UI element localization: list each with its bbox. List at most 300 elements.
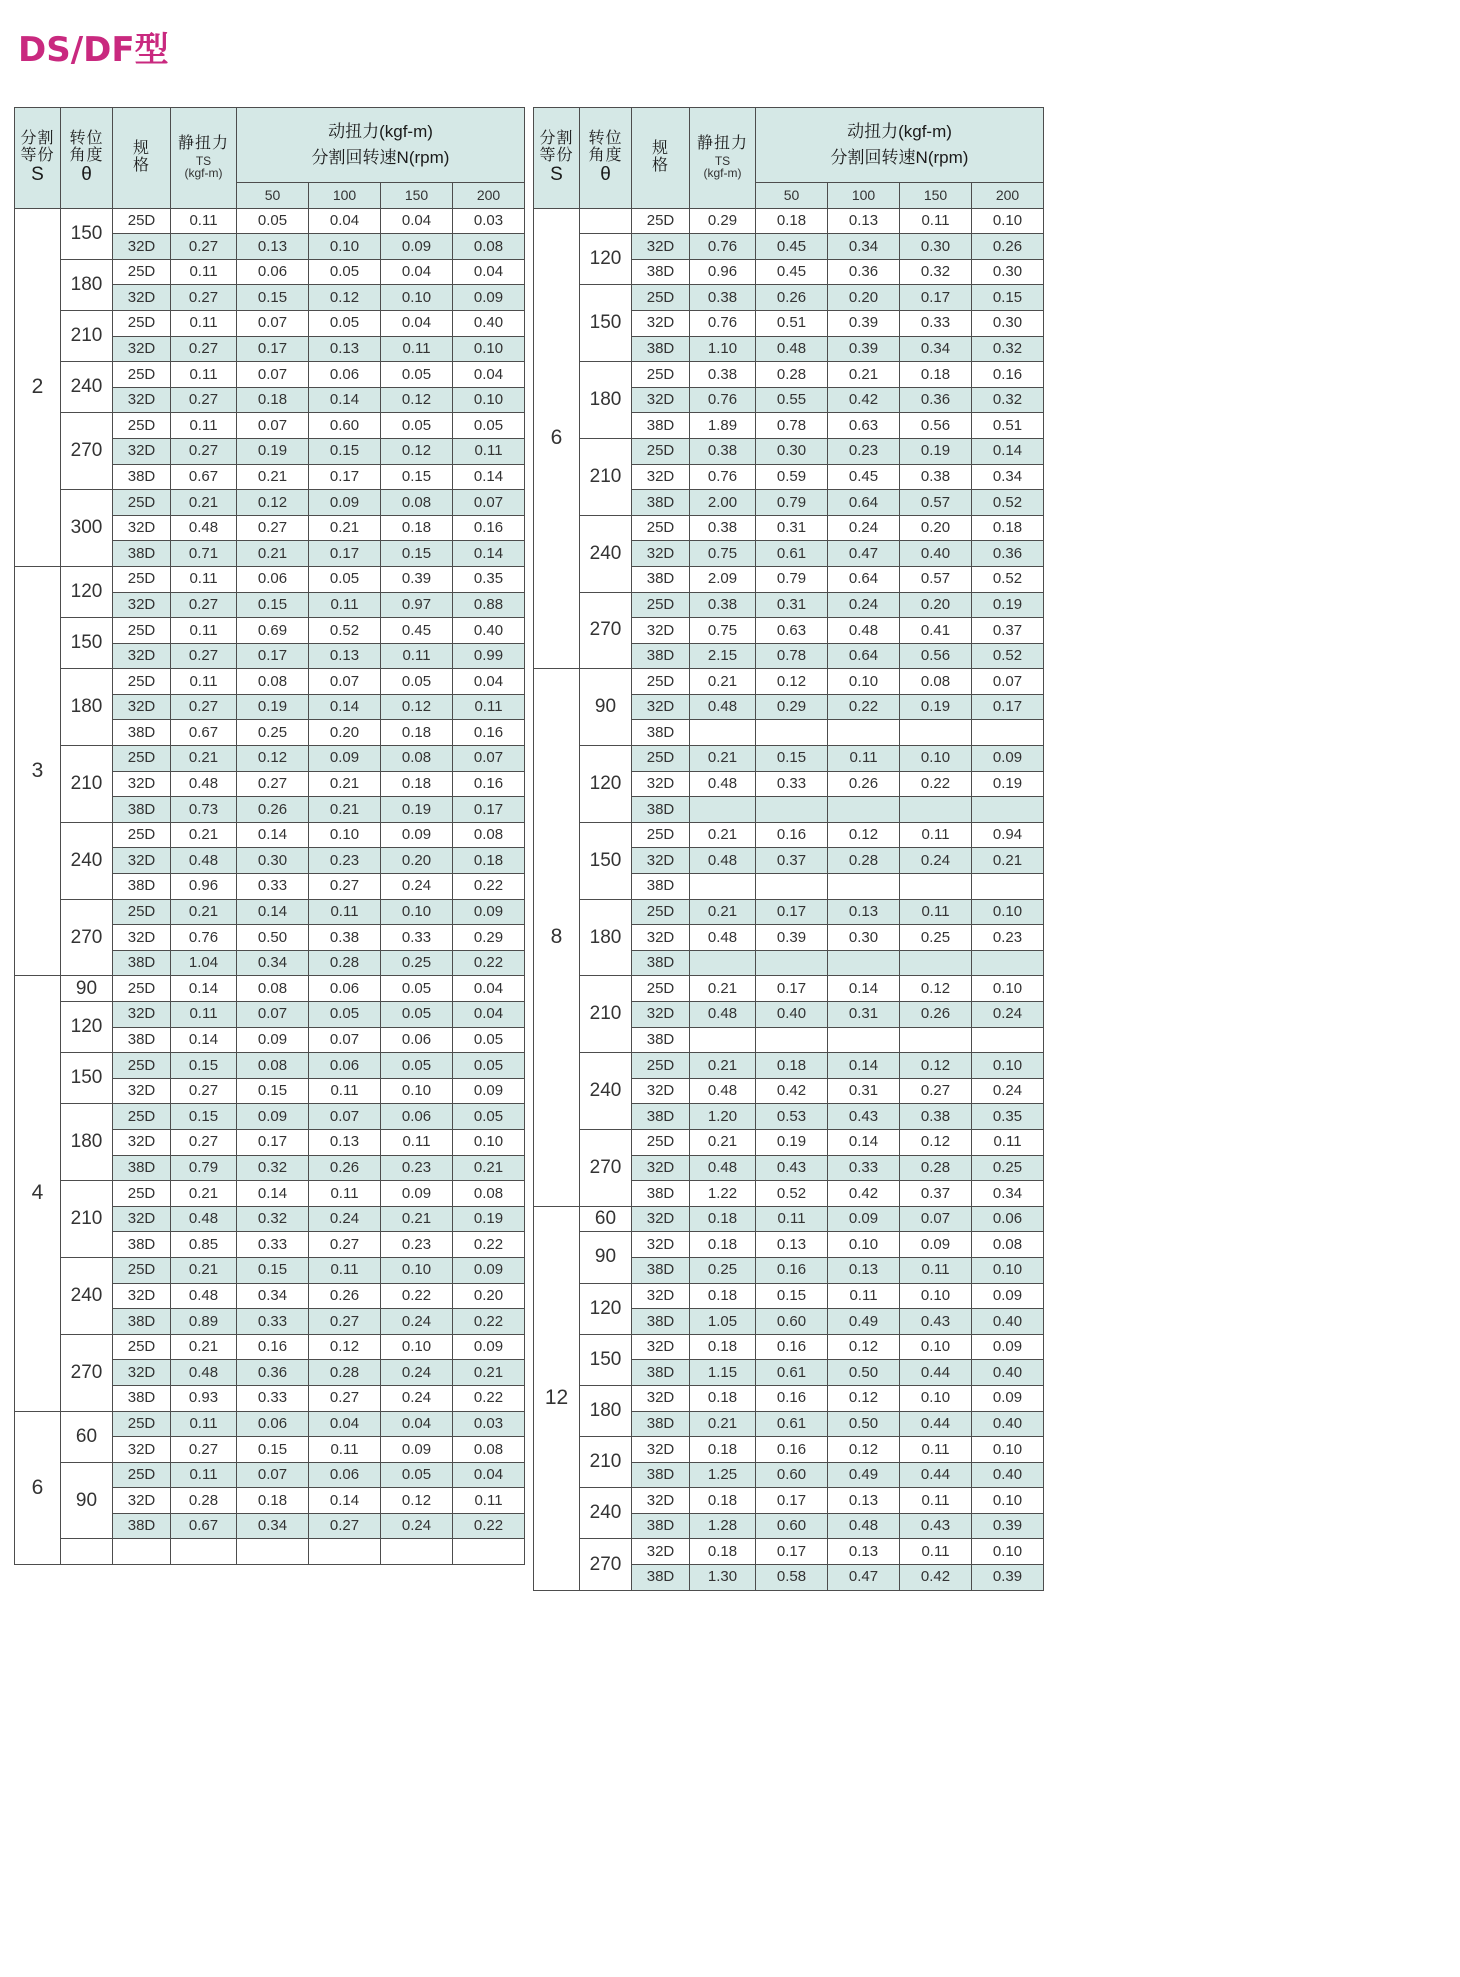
cell-spec: 25D xyxy=(113,976,171,1002)
cell-spec: 38D xyxy=(632,1565,690,1591)
cell-spec: 38D xyxy=(632,874,690,900)
cell-spec: 32D xyxy=(632,618,690,644)
header-spec: 规 格 xyxy=(632,108,690,209)
cell-dynamic-torque-100: 0.21 xyxy=(309,771,381,797)
group-index-angle: 210 xyxy=(580,438,632,515)
cell-dynamic-torque-50: 0.30 xyxy=(237,848,309,874)
cell-dynamic-torque-100: 0.38 xyxy=(309,925,381,951)
cell-dynamic-torque-100: 0.64 xyxy=(828,490,900,516)
cell-dynamic-torque-200: 0.17 xyxy=(453,797,525,823)
cell-dynamic-torque-100: 0.11 xyxy=(309,1181,381,1207)
cell-dynamic-torque-50: 0.28 xyxy=(756,362,828,388)
cell-spec: 25D xyxy=(113,899,171,925)
cell-static-torque: 0.18 xyxy=(690,1206,756,1232)
cell-static-torque: 0.21 xyxy=(171,490,237,516)
cell-dynamic-torque-200: 0.52 xyxy=(972,490,1044,516)
cell-spec: 25D xyxy=(113,208,171,234)
cell-dynamic-torque-50: 0.08 xyxy=(237,1053,309,1079)
cell-dynamic-torque-150: 0.11 xyxy=(900,1437,972,1463)
cell-dynamic-torque-200: 0.25 xyxy=(972,1155,1044,1181)
cell-dynamic-torque-200: 0.07 xyxy=(453,746,525,772)
cell-dynamic-torque-50: 0.34 xyxy=(237,950,309,976)
cell-dynamic-torque-50: 0.53 xyxy=(756,1104,828,1130)
group-index-angle: 90 xyxy=(61,976,113,1002)
left-spec-table xyxy=(14,107,525,1591)
cell-dynamic-torque-150: 0.11 xyxy=(381,336,453,362)
cell-spec: 38D xyxy=(632,1360,690,1386)
cell-dynamic-torque-50: 0.16 xyxy=(756,1334,828,1360)
cell-static-torque: 0.93 xyxy=(171,1385,237,1411)
cell-dynamic-torque-100: 0.23 xyxy=(828,438,900,464)
cell-dynamic-torque-200: 0.21 xyxy=(453,1155,525,1181)
cell-dynamic-torque-50: 0.12 xyxy=(237,490,309,516)
cell-dynamic-torque-150: 0.25 xyxy=(900,925,972,951)
cell-static-torque: 0.38 xyxy=(690,438,756,464)
cell-spec: 32D xyxy=(113,387,171,413)
cell-dynamic-torque-150: 0.45 xyxy=(381,618,453,644)
cell-dynamic-torque-100: 0.28 xyxy=(828,848,900,874)
cell-spec: 38D xyxy=(632,259,690,285)
cell-dynamic-torque-50: 0.30 xyxy=(756,438,828,464)
cell-spec: 32D xyxy=(113,285,171,311)
cell-spec: 32D xyxy=(632,234,690,260)
cell-spec: 38D xyxy=(113,720,171,746)
cell-dynamic-torque-100: 0.21 xyxy=(309,797,381,823)
cell-dynamic-torque-100: 0.30 xyxy=(828,925,900,951)
cell-dynamic-torque-50: 0.13 xyxy=(237,234,309,260)
cell-static-torque: 0.79 xyxy=(171,1155,237,1181)
cell-static-torque: 0.48 xyxy=(171,848,237,874)
cell-static-torque: 0.21 xyxy=(690,899,756,925)
table-row xyxy=(534,976,1044,1002)
cell-spec: 32D xyxy=(113,1002,171,1028)
cell-dynamic-torque-50: 0.31 xyxy=(756,592,828,618)
cell-dynamic-torque-200: 0.18 xyxy=(453,848,525,874)
cell-spec: 38D xyxy=(113,874,171,900)
cell-dynamic-torque-50: 0.12 xyxy=(237,746,309,772)
cell-spec: 38D xyxy=(113,1027,171,1053)
cell-spec: 32D xyxy=(632,1283,690,1309)
cell-dynamic-torque-50: 0.36 xyxy=(237,1360,309,1386)
cell-dynamic-torque-50: 0.09 xyxy=(237,1027,309,1053)
cell-dynamic-torque-50: 0.33 xyxy=(237,1232,309,1258)
cell-dynamic-torque-200: 0.08 xyxy=(453,1181,525,1207)
cell-dynamic-torque-200: 0.19 xyxy=(453,1206,525,1232)
group-index-angle: 210 xyxy=(61,310,113,361)
cell-dynamic-torque-200: 0.40 xyxy=(972,1360,1044,1386)
cell-dynamic-torque-50: 0.55 xyxy=(756,387,828,413)
cell-dynamic-torque-100: 0.06 xyxy=(309,1053,381,1079)
cell-dynamic-torque-100: 0.09 xyxy=(828,1206,900,1232)
cell-spec: 25D xyxy=(632,515,690,541)
cell-dynamic-torque-200: 0.88 xyxy=(453,592,525,618)
group-index-angle: 150 xyxy=(61,208,113,259)
cell-dynamic-torque-50: 0.07 xyxy=(237,1462,309,1488)
cell-dynamic-torque-200: 0.03 xyxy=(453,1411,525,1437)
cell-dynamic-torque-150: 0.09 xyxy=(381,234,453,260)
cell-dynamic-torque-100: 0.15 xyxy=(309,438,381,464)
cell-dynamic-torque-50: 0.61 xyxy=(756,541,828,567)
cell-static-torque: 0.11 xyxy=(171,259,237,285)
cell-dynamic-torque-150: 0.10 xyxy=(381,285,453,311)
cell-dynamic-torque-100: 0.07 xyxy=(309,1027,381,1053)
cell-dynamic-torque-200: 0.21 xyxy=(453,1360,525,1386)
table-row xyxy=(15,413,525,439)
cell-dynamic-torque-200: 0.30 xyxy=(972,310,1044,336)
cell-dynamic-torque-50: 0.58 xyxy=(756,1565,828,1591)
cell-dynamic-torque-200: 0.05 xyxy=(453,1053,525,1079)
cell-dynamic-torque-100: 0.10 xyxy=(828,1232,900,1258)
group-index-angle: 180 xyxy=(61,1104,113,1181)
cell-dynamic-torque-150: 0.05 xyxy=(381,362,453,388)
cell-dynamic-torque-100: 0.24 xyxy=(828,515,900,541)
cell-dynamic-torque-150: 0.05 xyxy=(381,669,453,695)
cell-dynamic-torque-200: 0.20 xyxy=(453,1283,525,1309)
cell-dynamic-torque-50 xyxy=(756,950,828,976)
cell-dynamic-torque-50: 0.16 xyxy=(237,1334,309,1360)
cell-dynamic-torque-50: 0.07 xyxy=(237,1002,309,1028)
table-row xyxy=(15,259,525,285)
cell-dynamic-torque-100: 0.10 xyxy=(828,669,900,695)
cell-dynamic-torque-100: 0.27 xyxy=(309,1385,381,1411)
cell-static-torque: 0.11 xyxy=(171,1411,237,1437)
table-row xyxy=(534,234,1044,260)
cell-dynamic-torque-150: 0.11 xyxy=(381,1129,453,1155)
cell-dynamic-torque-50: 0.06 xyxy=(237,259,309,285)
cell-dynamic-torque-100: 0.13 xyxy=(828,208,900,234)
cell-dynamic-torque-50: 0.45 xyxy=(756,234,828,260)
cell-spec: 25D xyxy=(632,669,690,695)
cell-dynamic-torque-200: 0.04 xyxy=(453,669,525,695)
group-index-angle: 270 xyxy=(61,1334,113,1411)
table-row xyxy=(534,1334,1044,1360)
cell-spec: 25D xyxy=(632,899,690,925)
cell-dynamic-torque-150: 0.08 xyxy=(381,746,453,772)
header-rpm-50: 50 xyxy=(756,183,828,209)
cell-dynamic-torque-200: 0.04 xyxy=(453,1462,525,1488)
cell-dynamic-torque-150: 0.10 xyxy=(900,1283,972,1309)
cell-dynamic-torque-50: 0.34 xyxy=(237,1513,309,1539)
cell-static-torque: 0.48 xyxy=(171,1206,237,1232)
cell-spec: 32D xyxy=(113,1129,171,1155)
cell-dynamic-torque-50: 0.31 xyxy=(756,515,828,541)
cell-static-torque: 1.28 xyxy=(690,1513,756,1539)
header-spec: 规 格 xyxy=(113,108,171,209)
cell-spec: 32D xyxy=(632,1155,690,1181)
cell-dynamic-torque-50: 0.37 xyxy=(756,848,828,874)
cell-dynamic-torque-50: 0.15 xyxy=(756,746,828,772)
cell-static-torque: 0.29 xyxy=(690,208,756,234)
cell-dynamic-torque-200: 0.16 xyxy=(453,720,525,746)
cell-static-torque: 0.48 xyxy=(690,694,756,720)
cell-dynamic-torque-100: 0.05 xyxy=(309,1002,381,1028)
cell-spec: 25D xyxy=(632,592,690,618)
cell-dynamic-torque-50: 0.52 xyxy=(756,1181,828,1207)
group-index-angle: 240 xyxy=(580,515,632,592)
cell-dynamic-torque-200: 0.40 xyxy=(972,1309,1044,1335)
cell-dynamic-torque-100: 0.06 xyxy=(309,362,381,388)
cell-static-torque xyxy=(690,874,756,900)
cell-spec: 25D xyxy=(632,822,690,848)
cell-dynamic-torque-150: 0.43 xyxy=(900,1309,972,1335)
cell-dynamic-torque-150: 0.38 xyxy=(900,1104,972,1130)
cell-dynamic-torque-50: 0.21 xyxy=(237,541,309,567)
page-title: DS/DF型 xyxy=(18,30,169,70)
cell-static-torque: 0.73 xyxy=(171,797,237,823)
cell-dynamic-torque-100: 0.13 xyxy=(828,1257,900,1283)
cell-dynamic-torque-100: 0.36 xyxy=(828,259,900,285)
cell-dynamic-torque-200: 0.51 xyxy=(972,413,1044,439)
cell-dynamic-torque-50: 0.50 xyxy=(237,925,309,951)
header-dynamic-torque: 动扭力(kgf-m) 分割回转速N(rpm) xyxy=(756,108,1044,183)
cell-dynamic-torque-150: 0.18 xyxy=(381,771,453,797)
cell-dynamic-torque-200: 0.21 xyxy=(972,848,1044,874)
cell-dynamic-torque-100: 0.14 xyxy=(309,694,381,720)
cell-dynamic-torque-150: 0.04 xyxy=(381,1411,453,1437)
cell-dynamic-torque-100: 0.13 xyxy=(828,899,900,925)
cell-dynamic-torque-150: 0.12 xyxy=(900,1129,972,1155)
cell-dynamic-torque-200: 0.15 xyxy=(972,285,1044,311)
table-row xyxy=(534,1283,1044,1309)
cell-dynamic-torque-50: 0.17 xyxy=(756,976,828,1002)
cell-dynamic-torque-100: 0.11 xyxy=(309,1257,381,1283)
cell-dynamic-torque-200: 0.52 xyxy=(972,643,1044,669)
cell-dynamic-torque-50: 0.79 xyxy=(756,490,828,516)
cell-dynamic-torque-100: 0.14 xyxy=(828,976,900,1002)
cell-dynamic-torque-50: 0.32 xyxy=(237,1155,309,1181)
group-index-angle: 120 xyxy=(580,1283,632,1334)
cell-dynamic-torque-200: 0.09 xyxy=(972,1385,1044,1411)
cell-static-torque: 0.21 xyxy=(690,1129,756,1155)
cell-dynamic-torque-200: 0.23 xyxy=(972,925,1044,951)
cell-dynamic-torque-50: 0.16 xyxy=(756,1257,828,1283)
table-row xyxy=(534,1539,1044,1565)
cell-static-torque: 0.38 xyxy=(690,515,756,541)
cell-spec: 32D xyxy=(632,1002,690,1028)
header-rpm-150: 150 xyxy=(900,183,972,209)
cell-static-torque: 0.27 xyxy=(171,1437,237,1463)
group-index-angle: 120 xyxy=(580,746,632,823)
cell-static-torque: 0.15 xyxy=(171,1053,237,1079)
cell-dynamic-torque-50: 0.69 xyxy=(237,618,309,644)
cell-dynamic-torque-100: 0.42 xyxy=(828,387,900,413)
cell-dynamic-torque-50: 0.16 xyxy=(756,822,828,848)
cell-spec: 32D xyxy=(113,925,171,951)
cell-dynamic-torque-200: 0.11 xyxy=(972,1129,1044,1155)
cell-dynamic-torque-200: 0.11 xyxy=(453,438,525,464)
cell-dynamic-torque-150: 0.10 xyxy=(381,899,453,925)
group-index-angle: 240 xyxy=(61,362,113,413)
cell-dynamic-torque-100: 0.11 xyxy=(309,899,381,925)
cell-dynamic-torque-200: 0.05 xyxy=(453,1027,525,1053)
cell-dynamic-torque-200: 0.14 xyxy=(972,438,1044,464)
cell-dynamic-torque-150: 0.09 xyxy=(900,1232,972,1258)
cell-spec: 25D xyxy=(632,1129,690,1155)
cell-dynamic-torque-150: 0.24 xyxy=(381,874,453,900)
cell-dynamic-torque-50: 0.17 xyxy=(237,643,309,669)
cell-spec: 38D xyxy=(632,566,690,592)
cell-dynamic-torque-150: 0.05 xyxy=(381,1002,453,1028)
cell-static-torque: 0.18 xyxy=(690,1283,756,1309)
group-index-angle: 270 xyxy=(580,1129,632,1206)
cell-dynamic-torque-50: 0.78 xyxy=(756,413,828,439)
cell-dynamic-torque-150 xyxy=(900,874,972,900)
cell-dynamic-torque-50: 0.60 xyxy=(756,1462,828,1488)
cell-spec: 38D xyxy=(632,643,690,669)
cell-dynamic-torque-150: 0.42 xyxy=(900,1565,972,1591)
table-row xyxy=(15,618,525,644)
cell-dynamic-torque-150: 0.10 xyxy=(900,1385,972,1411)
cell-dynamic-torque-100: 0.17 xyxy=(309,541,381,567)
cell-dynamic-torque-200: 0.19 xyxy=(972,771,1044,797)
cell-spec: 32D xyxy=(632,541,690,567)
cell-spec: 32D xyxy=(113,1488,171,1514)
cell-dynamic-torque-150: 0.18 xyxy=(900,362,972,388)
cell-dynamic-torque-200: 0.18 xyxy=(972,515,1044,541)
cell-dynamic-torque-200: 0.40 xyxy=(972,1462,1044,1488)
cell-static-torque: 0.75 xyxy=(690,618,756,644)
cell-dynamic-torque-50: 0.15 xyxy=(237,1078,309,1104)
cell-dynamic-torque-50: 0.60 xyxy=(756,1513,828,1539)
cell-spec: 38D xyxy=(113,541,171,567)
cell-spec: 32D xyxy=(113,848,171,874)
cell-spec: 32D xyxy=(632,1385,690,1411)
cell-dynamic-torque-150: 0.05 xyxy=(381,1462,453,1488)
cell-static-torque: 0.11 xyxy=(171,208,237,234)
cell-dynamic-torque-150: 0.09 xyxy=(381,1437,453,1463)
cell-dynamic-torque-100: 0.64 xyxy=(828,643,900,669)
cell-static-torque: 0.21 xyxy=(171,822,237,848)
cell-spec: 32D xyxy=(113,694,171,720)
cell-dynamic-torque-50: 0.18 xyxy=(756,208,828,234)
cell-dynamic-torque-100: 0.42 xyxy=(828,1181,900,1207)
cell-static-torque: 0.18 xyxy=(690,1437,756,1463)
cell-dynamic-torque-200: 0.07 xyxy=(972,669,1044,695)
group-index-angle xyxy=(61,1539,113,1565)
cell-spec: 32D xyxy=(113,336,171,362)
cell-dynamic-torque-100: 0.24 xyxy=(828,592,900,618)
cell-spec: 25D xyxy=(113,1462,171,1488)
cell-static-torque: 0.11 xyxy=(171,362,237,388)
group-division-count: 3 xyxy=(15,566,61,976)
cell-dynamic-torque-200: 0.32 xyxy=(972,387,1044,413)
cell-static-torque: 1.15 xyxy=(690,1360,756,1386)
cell-static-torque: 0.11 xyxy=(171,669,237,695)
cell-dynamic-torque-200 xyxy=(972,720,1044,746)
group-division-count: 2 xyxy=(15,208,61,566)
group-index-angle: 120 xyxy=(61,1002,113,1053)
cell-static-torque: 0.71 xyxy=(171,541,237,567)
cell-dynamic-torque-50: 0.19 xyxy=(237,438,309,464)
cell-dynamic-torque-150: 0.40 xyxy=(900,541,972,567)
cell-dynamic-torque-200: 0.10 xyxy=(453,387,525,413)
cell-dynamic-torque-150: 0.22 xyxy=(900,771,972,797)
cell-dynamic-torque-200: 0.06 xyxy=(972,1206,1044,1232)
cell-spec: 38D xyxy=(632,1257,690,1283)
cell-spec: 25D xyxy=(632,438,690,464)
cell-dynamic-torque-150: 0.12 xyxy=(381,694,453,720)
cell-dynamic-torque-100: 0.33 xyxy=(828,1155,900,1181)
cell-dynamic-torque-150: 0.56 xyxy=(900,643,972,669)
table-row xyxy=(534,208,1044,234)
cell-dynamic-torque-150: 0.10 xyxy=(381,1257,453,1283)
cell-dynamic-torque-50: 0.15 xyxy=(237,285,309,311)
cell-dynamic-torque-100: 0.47 xyxy=(828,541,900,567)
table-row xyxy=(534,592,1044,618)
cell-dynamic-torque-100: 0.14 xyxy=(828,1129,900,1155)
cell-dynamic-torque-50: 0.09 xyxy=(237,1104,309,1130)
header-rpm-100: 100 xyxy=(828,183,900,209)
cell-spec: 38D xyxy=(113,1232,171,1258)
cell-dynamic-torque-50: 0.07 xyxy=(237,310,309,336)
cell-static-torque: 0.48 xyxy=(690,771,756,797)
cell-dynamic-torque-200: 0.34 xyxy=(972,1181,1044,1207)
cell-dynamic-torque-200: 0.22 xyxy=(453,950,525,976)
cell-dynamic-torque-200: 0.22 xyxy=(453,1385,525,1411)
cell-dynamic-torque-150 xyxy=(381,1539,453,1565)
cell-dynamic-torque-150: 0.11 xyxy=(900,1488,972,1514)
group-division-count: 6 xyxy=(15,1411,61,1565)
cell-dynamic-torque-150: 0.09 xyxy=(381,1181,453,1207)
cell-dynamic-torque-100: 0.12 xyxy=(828,822,900,848)
header-rpm-200: 200 xyxy=(972,183,1044,209)
cell-dynamic-torque-150: 0.44 xyxy=(900,1411,972,1437)
cell-spec: 32D xyxy=(632,1232,690,1258)
cell-static-torque: 0.25 xyxy=(690,1257,756,1283)
cell-static-torque: 0.21 xyxy=(690,746,756,772)
cell-dynamic-torque-100: 0.11 xyxy=(309,1437,381,1463)
cell-dynamic-torque-50: 0.39 xyxy=(756,925,828,951)
cell-spec: 38D xyxy=(632,797,690,823)
cell-spec: 32D xyxy=(113,1283,171,1309)
cell-static-torque: 0.48 xyxy=(690,1002,756,1028)
cell-dynamic-torque-100: 0.04 xyxy=(309,1411,381,1437)
cell-dynamic-torque-100: 0.14 xyxy=(309,387,381,413)
table-row xyxy=(15,1462,525,1488)
cell-dynamic-torque-150: 0.44 xyxy=(900,1360,972,1386)
cell-spec: 38D xyxy=(632,490,690,516)
cell-static-torque: 0.18 xyxy=(690,1488,756,1514)
cell-dynamic-torque-200: 0.09 xyxy=(453,899,525,925)
cell-dynamic-torque-100: 0.28 xyxy=(309,950,381,976)
cell-dynamic-torque-50: 0.13 xyxy=(756,1232,828,1258)
cell-dynamic-torque-50: 0.18 xyxy=(237,387,309,413)
cell-dynamic-torque-50: 0.18 xyxy=(237,1488,309,1514)
cell-spec: 38D xyxy=(632,1181,690,1207)
cell-static-torque xyxy=(690,1027,756,1053)
cell-dynamic-torque-150: 0.10 xyxy=(900,1334,972,1360)
cell-dynamic-torque-150: 0.08 xyxy=(900,669,972,695)
cell-dynamic-torque-150: 0.19 xyxy=(900,438,972,464)
cell-dynamic-torque-200: 0.39 xyxy=(972,1565,1044,1591)
cell-spec: 32D xyxy=(632,1437,690,1463)
cell-static-torque: 0.27 xyxy=(171,234,237,260)
table-row xyxy=(15,310,525,336)
table-row xyxy=(534,1437,1044,1463)
spec-tables-container xyxy=(14,107,1446,1591)
cell-dynamic-torque-50: 0.32 xyxy=(237,1206,309,1232)
header-division-count: 分割 等份 S xyxy=(15,108,61,209)
cell-dynamic-torque-50: 0.51 xyxy=(756,310,828,336)
cell-dynamic-torque-200: 0.11 xyxy=(453,1488,525,1514)
group-division-count: 8 xyxy=(534,669,580,1206)
table-row xyxy=(15,1334,525,1360)
cell-dynamic-torque-200: 0.34 xyxy=(972,464,1044,490)
cell-spec: 25D xyxy=(632,285,690,311)
cell-dynamic-torque-50: 0.17 xyxy=(756,1539,828,1565)
cell-dynamic-torque-200: 0.29 xyxy=(453,925,525,951)
cell-dynamic-torque-100: 0.05 xyxy=(309,310,381,336)
